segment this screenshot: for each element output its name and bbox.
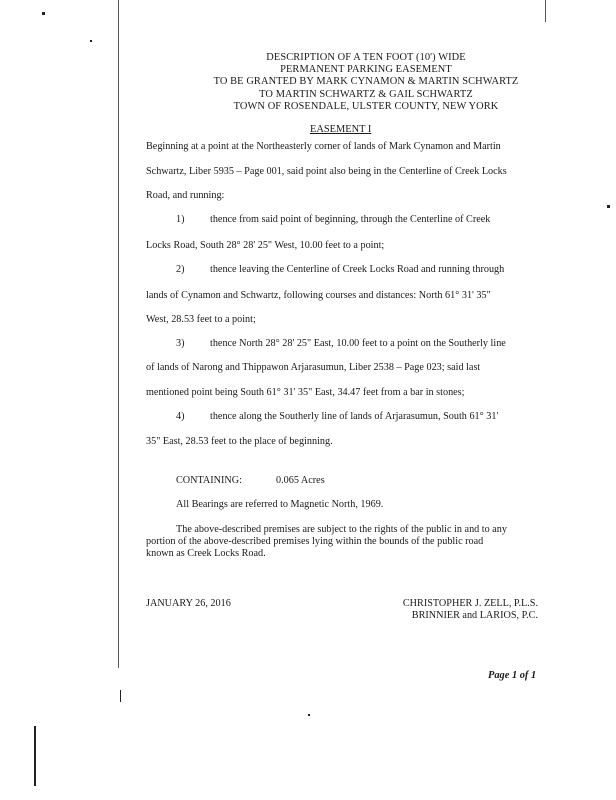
scan-mark-right	[607, 205, 610, 208]
scan-mark-bottom-left	[34, 726, 36, 786]
scan-mark-bottom-tick	[120, 690, 121, 702]
title-line: PERMANENT PARKING EASEMENT	[280, 64, 452, 76]
premises-line: The above-described premises are subject to the rights of the public in and to any	[176, 524, 507, 535]
scan-mark-left	[90, 40, 92, 42]
item-line: lands of Cynamon and Schwartz, following courses and distances: North 61° 31' 35"	[146, 290, 491, 301]
item-line: of lands of Narong and Thippawon Arjarasumun, Liber 2538 – Page 023; said last	[146, 362, 481, 373]
item-line: thence along the Southerly line of lands of Arjarasumun, South 61° 31'	[210, 411, 499, 422]
item-line: mentioned point being South 61° 31' 35" East, 34.47 feet from a bar in stones;	[146, 387, 465, 398]
page-number: Page 1 of 1	[488, 670, 537, 681]
item-number: 3)	[176, 338, 185, 349]
title-line: DESCRIPTION OF A TEN FOOT (10') WIDE	[266, 52, 466, 63]
item-line: 35" East, 28.53 feet to the place of beginning.	[146, 436, 333, 447]
intro-line: Schwartz, Liber 5935 – Page 001, said point also being in the Centerline of Creek Locks	[146, 166, 507, 177]
signature-line: CHRISTOPHER J. ZELL, P.L.S.	[402, 598, 538, 609]
signature-block	[403, 598, 538, 622]
right-margin-line	[545, 0, 546, 22]
document-date: JANUARY 26, 2016	[146, 598, 231, 609]
title-line: TOWN OF ROSENDALE, ULSTER COUNTY, NEW YORK	[233, 100, 499, 112]
item-line: thence from said point of beginning, through the Centerline of Creek	[210, 214, 491, 225]
intro-line: Beginning at a point at the Northeasterly corner of lands of Mark Cynamon and Martin	[146, 141, 501, 152]
item-line: thence leaving the Centerline of Creek Locks Road and running through	[210, 264, 505, 275]
scan-mark-top	[42, 12, 45, 15]
item-line: West, 28.53 feet to a point;	[146, 314, 256, 325]
item-number: 4)	[176, 411, 185, 422]
item-line: thence North 28° 28' 25" East, 10.00 feet to a point on the Southerly line	[210, 338, 506, 349]
bearings-note: All Bearings are referred to Magnetic North, 1969.	[176, 499, 384, 510]
title-line: TO BE GRANTED BY MARK CYNAMON & MARTIN SCHWARTZ	[213, 76, 519, 88]
document-title	[116, 52, 616, 113]
item-number: 1)	[176, 214, 185, 225]
intro-line: Road, and running:	[146, 190, 225, 201]
item-number: 2)	[176, 264, 185, 275]
title-line: TO MARTIN SCHWARTZ & GAIL SCHWARTZ	[259, 88, 473, 100]
premises-line: known as Creek Locks Road.	[146, 548, 266, 559]
containing-value: 0.065 Acres	[276, 475, 325, 486]
scan-mark-bottom-center	[308, 714, 310, 716]
premises-line: portion of the above-described premises lying within the bounds of the public road	[146, 536, 484, 547]
easement-heading: EASEMENT I	[310, 124, 372, 135]
item-line: Locks Road, South 28° 28' 25" West, 10.00 feet to a point;	[146, 240, 385, 251]
signature-line: BRINNIER and LARIOS, P.C.	[411, 610, 538, 621]
containing-label: CONTAINING:	[176, 475, 242, 486]
